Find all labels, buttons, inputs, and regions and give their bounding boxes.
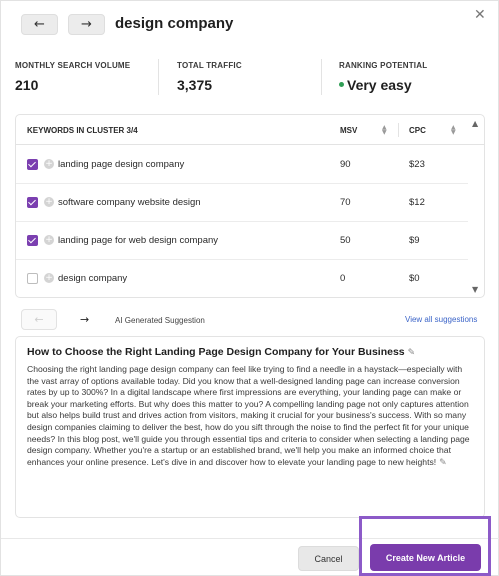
plus-icon[interactable]: + <box>45 159 53 169</box>
article-body <box>27 364 473 469</box>
close-icon: ✕ <box>474 7 486 23</box>
table-scrollbar[interactable] <box>468 115 485 297</box>
stat-label: MONTHLY SEARCH VOLUME <box>15 61 131 70</box>
keyword-cell: software company website design <box>58 197 201 208</box>
table-row <box>16 260 468 298</box>
msv-cell: 0 <box>340 273 346 284</box>
keyword-cell: landing page for web design company <box>58 235 219 246</box>
cpc-cell: $23 <box>409 159 425 170</box>
column-header-cpc[interactable]: CPC <box>409 126 426 135</box>
table-row <box>16 184 468 222</box>
arrow-left-icon: ← <box>34 313 44 326</box>
article-preview <box>15 336 485 518</box>
column-divider <box>398 123 399 137</box>
stat-monthly-search-volume <box>15 61 130 93</box>
stat-total-traffic <box>177 61 242 93</box>
stat-divider <box>158 59 159 95</box>
column-header-msv[interactable]: MSV <box>340 126 358 135</box>
arrow-right-icon: → <box>81 17 92 32</box>
create-new-article-button[interactable]: Create New Article <box>370 544 481 571</box>
suggestion-label: AI Generated Suggestion <box>115 316 205 325</box>
pencil-icon[interactable]: ✎ <box>407 348 416 358</box>
stat-value: 210 <box>15 77 39 93</box>
article-body-text: Choosing the right landing page design company can feel like trying to find a needle in a haystack—especially with the vast array of options available today. Did you know that a well-designed landing page can increase conversion rates by up to 300%? In a digital landscape where first impressions are everything, your landing page can make or break your marketing efforts. But why does this matter to you? A compelling landing page not only captures attention but also helps build trust and drives action from visitors, making it crucial for your business's success. With so many design companies claiming to deliver the best, how do you sift through the noise to find the perfect fit for your unique needs? In this blog post, we'll guide you through essential tips and criteria to consider when selecting a landing page design company. Whether you're a startup or an established brand, we'll help you make an informed choice that enhances your online presence. Let's dive in and discover how to elevate your landing page to new heights! <box>27 364 470 467</box>
pencil-icon[interactable]: ✎ <box>439 457 447 468</box>
column-header-keywords: KEYWORDS IN CLUSTER 3/4 <box>27 126 138 135</box>
sort-icon[interactable]: ▲ ▼ <box>382 124 387 136</box>
close-button[interactable] <box>474 7 486 23</box>
stat-label: RANKING POTENTIAL <box>339 61 428 70</box>
scroll-up-icon[interactable]: ▲ <box>472 119 479 128</box>
keyword-checkbox[interactable] <box>27 159 38 170</box>
table-row <box>16 222 468 260</box>
stat-value <box>339 77 427 93</box>
plus-icon[interactable]: + <box>45 197 53 207</box>
sort-icon[interactable]: ▲ ▼ <box>451 124 456 136</box>
article-title <box>27 346 473 358</box>
table-row <box>16 146 468 184</box>
stat-label: TOTAL TRAFFIC <box>177 61 242 70</box>
msv-cell: 50 <box>340 235 351 246</box>
plus-icon[interactable]: + <box>45 273 53 283</box>
view-all-suggestions-link[interactable]: View all suggestions <box>405 315 478 324</box>
arrow-left-icon: ← <box>34 17 45 32</box>
cpc-cell: $9 <box>409 235 420 246</box>
article-title-text: How to Choose the Right Landing Page Design Company for Your Business <box>27 346 405 358</box>
page-title: design company <box>115 15 234 32</box>
ranking-value: Very easy <box>347 77 412 93</box>
keyword-checkbox[interactable] <box>27 235 38 246</box>
keyword-checkbox[interactable] <box>27 197 38 208</box>
stat-value: 3,375 <box>177 77 213 93</box>
stat-divider <box>321 59 322 95</box>
cpc-cell: $12 <box>409 197 425 208</box>
msv-cell: 70 <box>340 197 351 208</box>
previous-suggestion-button[interactable] <box>21 309 57 330</box>
cancel-button[interactable]: Cancel <box>298 546 359 571</box>
stat-ranking-potential <box>339 61 427 93</box>
msv-cell: 90 <box>340 159 351 170</box>
next-suggestion-button[interactable] <box>80 313 89 326</box>
table-header <box>16 115 484 145</box>
forward-button[interactable] <box>68 14 105 35</box>
keyword-checkbox[interactable] <box>27 273 38 284</box>
back-button[interactable] <box>21 14 58 35</box>
scroll-down-icon[interactable]: ▼ <box>472 285 479 294</box>
status-dot <box>339 82 344 87</box>
cpc-cell: $0 <box>409 273 420 284</box>
arrow-right-icon: → <box>80 313 90 326</box>
keyword-cell: landing page design company <box>58 159 185 170</box>
keywords-table <box>15 114 485 298</box>
keyword-cell: design company <box>58 273 128 284</box>
plus-icon[interactable]: + <box>45 235 53 245</box>
